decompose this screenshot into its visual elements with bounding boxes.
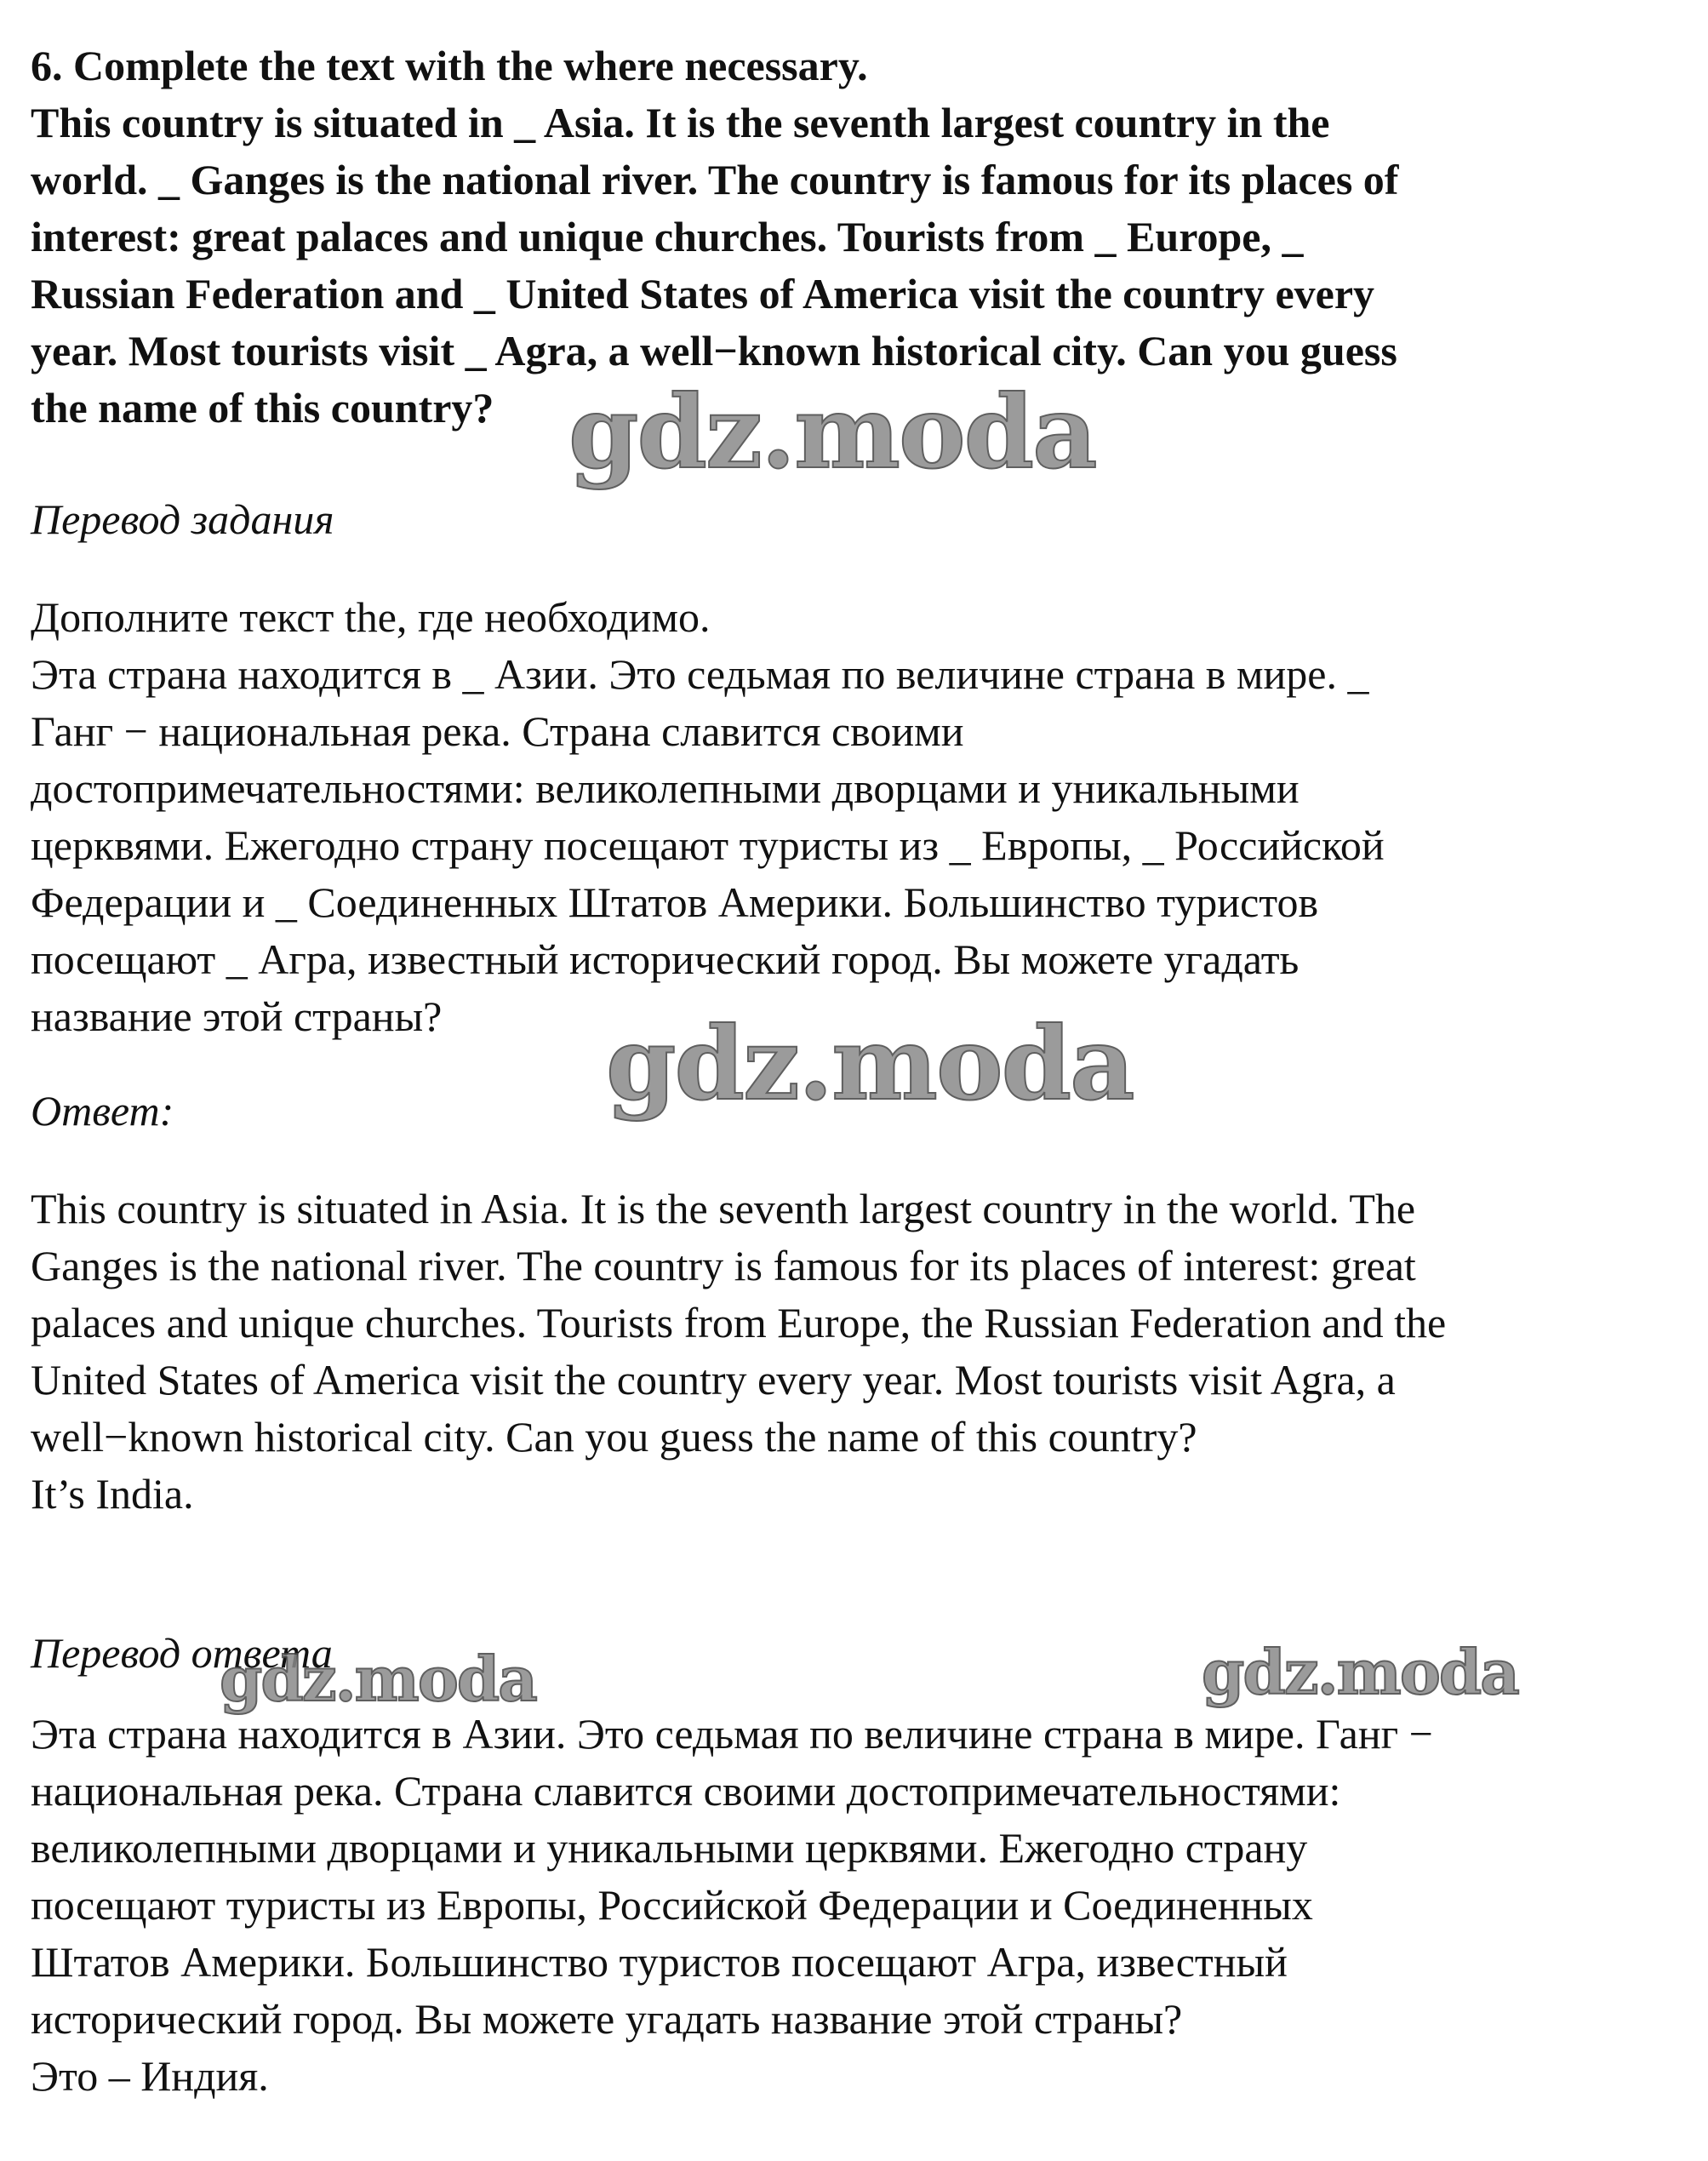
answer-translation-line: посещают туристы из Европы, Российской Федерации и Соединенных (31, 1881, 1313, 1929)
translation-line: Ганг − национальная река. Страна славится своими (31, 707, 964, 755)
task-line: Russian Federation and _ United States of America visit the country every (31, 270, 1375, 317)
answer-line: well−known historical city. Can you guess the name of this country? (31, 1413, 1197, 1461)
task-line: the name of this country? (31, 384, 494, 432)
answer-translation-line: исторический город. Вы можете угадать название этой страны? (31, 1995, 1183, 2043)
answer-translation-line: великолепными дворцами и уникальными церквями. Ежегодно страну (31, 1824, 1308, 1872)
task-translation-heading: Перевод задания (31, 495, 334, 543)
task-line: year. Most tourists visit _ Agra, a well−known historical city. Can you guess (31, 327, 1397, 374)
watermark: gdz.moda (1202, 1636, 1518, 1708)
watermark: gdz.moda (220, 1643, 536, 1715)
answer-line: It’s India. (31, 1470, 194, 1518)
translation-line: достопримечательностями: великолепными дворцами и уникальными (31, 764, 1300, 812)
task-line: interest: great palaces and unique churches. Tourists from _ Europe, _ (31, 213, 1304, 260)
translation-line: название этой страны? (31, 992, 443, 1040)
answer-translation-text (31, 1706, 1690, 2105)
answer-translation-line: Штатов Америки. Большинство туристов посещают Агра, известный (31, 1938, 1288, 1986)
answer-translation-line: национальная река. Страна славится своими достопримечательностями: (31, 1767, 1341, 1815)
translation-line: Эта страна находится в _ Азии. Это седьмая по величине страна в мире. _ (31, 650, 1369, 698)
answer-line: palaces and unique churches. Tourists from Europe, the Russian Federation and the (31, 1299, 1447, 1346)
task-line: 6. Complete the text with the where necessary. (31, 42, 868, 89)
answer-line: United States of America visit the country every year. Most tourists visit Agra, a (31, 1356, 1396, 1404)
answer-line: Ganges is the national river. The country is famous for its places of interest: great (31, 1242, 1416, 1289)
translation-line: Дополните текст the, где необходимо. (31, 593, 711, 641)
task-translation-text (31, 589, 1690, 1045)
answer-text (31, 1181, 1690, 1523)
watermark: gdz.moda (606, 1004, 1134, 1123)
task-line: This country is situated in _ Asia. It is the seventh largest country in the (31, 99, 1330, 146)
answer-translation-line: Эта страна находится в Азии. Это седьмая по величине страна в мире. Ганг − (31, 1710, 1433, 1758)
answer-line: This country is situated in Asia. It is the seventh largest country in the world. The (31, 1185, 1416, 1232)
answer-heading: Ответ: (31, 1087, 174, 1135)
answer-translation-heading: Перевод ответа (31, 1629, 333, 1677)
task-line: world. _ Ganges is the national river. The country is famous for its places of (31, 156, 1399, 203)
translation-line: Федерации и _ Соединенных Штатов Америки. Большинство туристов (31, 878, 1319, 926)
translation-line: церквями. Ежегодно страну посещают туристы из _ Европы, _ Российской (31, 821, 1385, 869)
translation-line: посещают _ Агра, известный исторический город. Вы можете угадать (31, 935, 1300, 983)
watermark: gdz.moda (568, 373, 1096, 491)
answer-translation-line: Это – Индия. (31, 2052, 269, 2100)
